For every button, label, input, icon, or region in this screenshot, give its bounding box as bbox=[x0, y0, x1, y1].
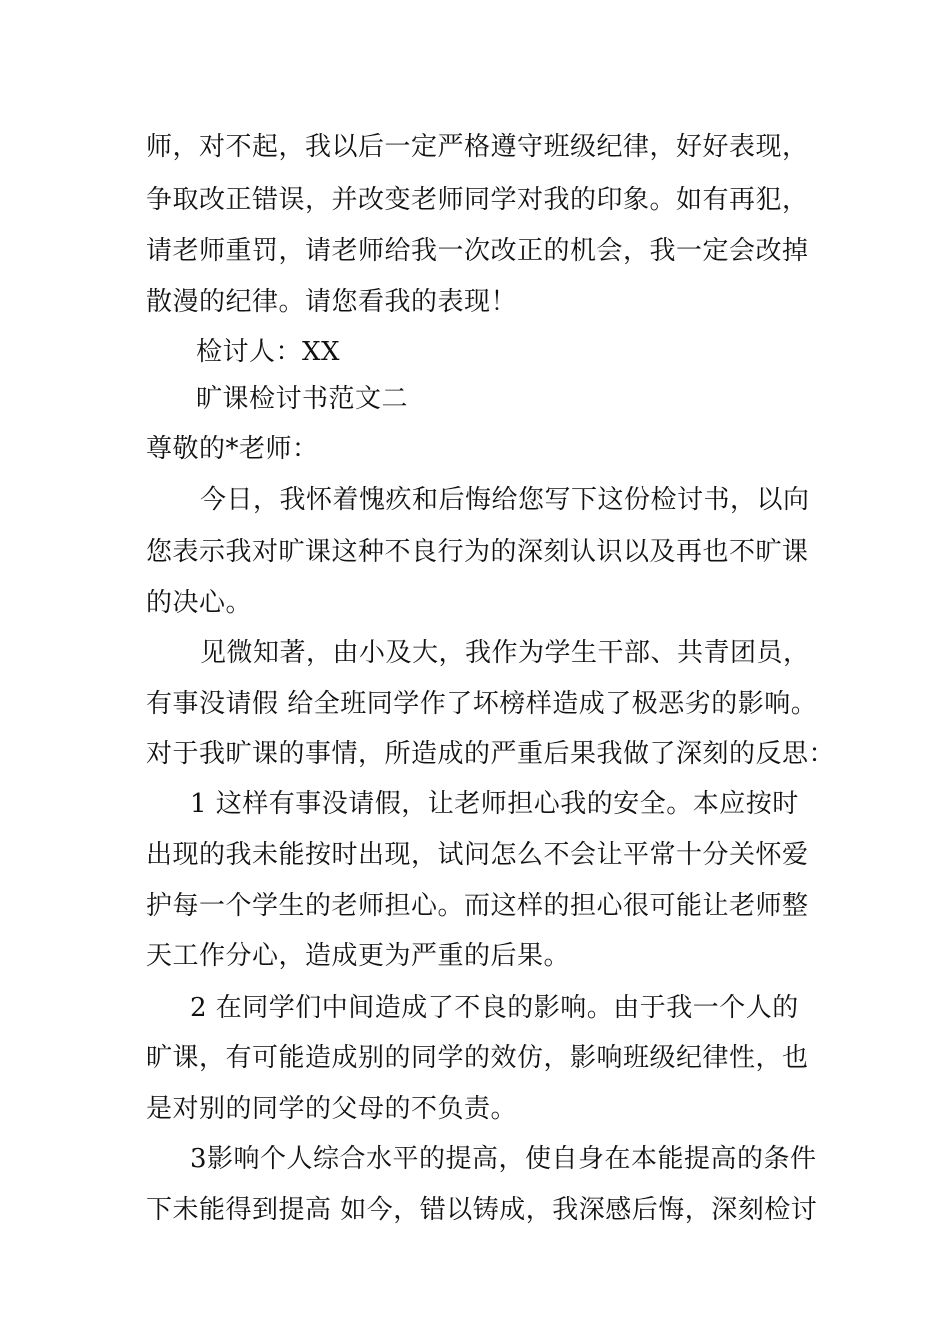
text-line: 出现的我未能按时出现，试问怎么不会让平常十分关怀爱 bbox=[146, 840, 809, 870]
text-line: 下未能得到提高 如今，错以铸成，我深感后悔，深刻检讨 bbox=[146, 1195, 818, 1225]
text-line: 今日，我怀着愧疚和后悔给您写下这份检讨书，以向 bbox=[200, 485, 810, 515]
text-line: 3影响个人综合水平的提高，使自身在本能提高的条件 bbox=[190, 1144, 817, 1174]
text-line: 有事没请假 给全班同学作了坏榜样造成了极恶劣的影响。 bbox=[146, 689, 818, 719]
text-line: 对于我旷课的事情，所造成的严重后果我做了深刻的反思： bbox=[146, 739, 836, 769]
text-line: 见微知著，由小及大，我作为学生干部、共青团员， bbox=[200, 638, 810, 668]
text-line: 天工作分心，造成更为严重的后果。 bbox=[146, 941, 571, 971]
signature-line: 检讨人：XX bbox=[196, 337, 341, 367]
text-line: 1 这样有事没请假，让老师担心我的安全。本应按时 bbox=[190, 789, 799, 819]
salutation: 尊敬的*老师： bbox=[146, 434, 319, 464]
text-line: 旷课，有可能造成别的同学的效仿，影响班级纪律性，也 bbox=[146, 1043, 809, 1073]
text-line: 请老师重罚，请老师给我一次改正的机会，我一定会改掉 bbox=[146, 236, 809, 266]
text-line: 护每一个学生的老师担心。而这样的担心很可能让老师整 bbox=[146, 891, 809, 921]
text-line: 争取改正错误，并改变老师同学对我的印象。如有再犯， bbox=[146, 185, 809, 215]
section-title: 旷课检讨书范文二 bbox=[196, 384, 409, 414]
text-line: 2 在同学们中间造成了不良的影响。由于我一个人的 bbox=[190, 993, 799, 1023]
text-line: 您表示我对旷课这种不良行为的深刻认识以及再也不旷课 bbox=[146, 537, 809, 567]
text-line: 是对别的同学的父母的不负责。 bbox=[146, 1094, 518, 1124]
text-line: 师，对不起，我以后一定严格遵守班级纪律，好好表现， bbox=[146, 132, 809, 162]
text-line: 的决心。 bbox=[146, 588, 253, 618]
text-line: 散漫的纪律。请您看我的表现！ bbox=[146, 287, 518, 317]
